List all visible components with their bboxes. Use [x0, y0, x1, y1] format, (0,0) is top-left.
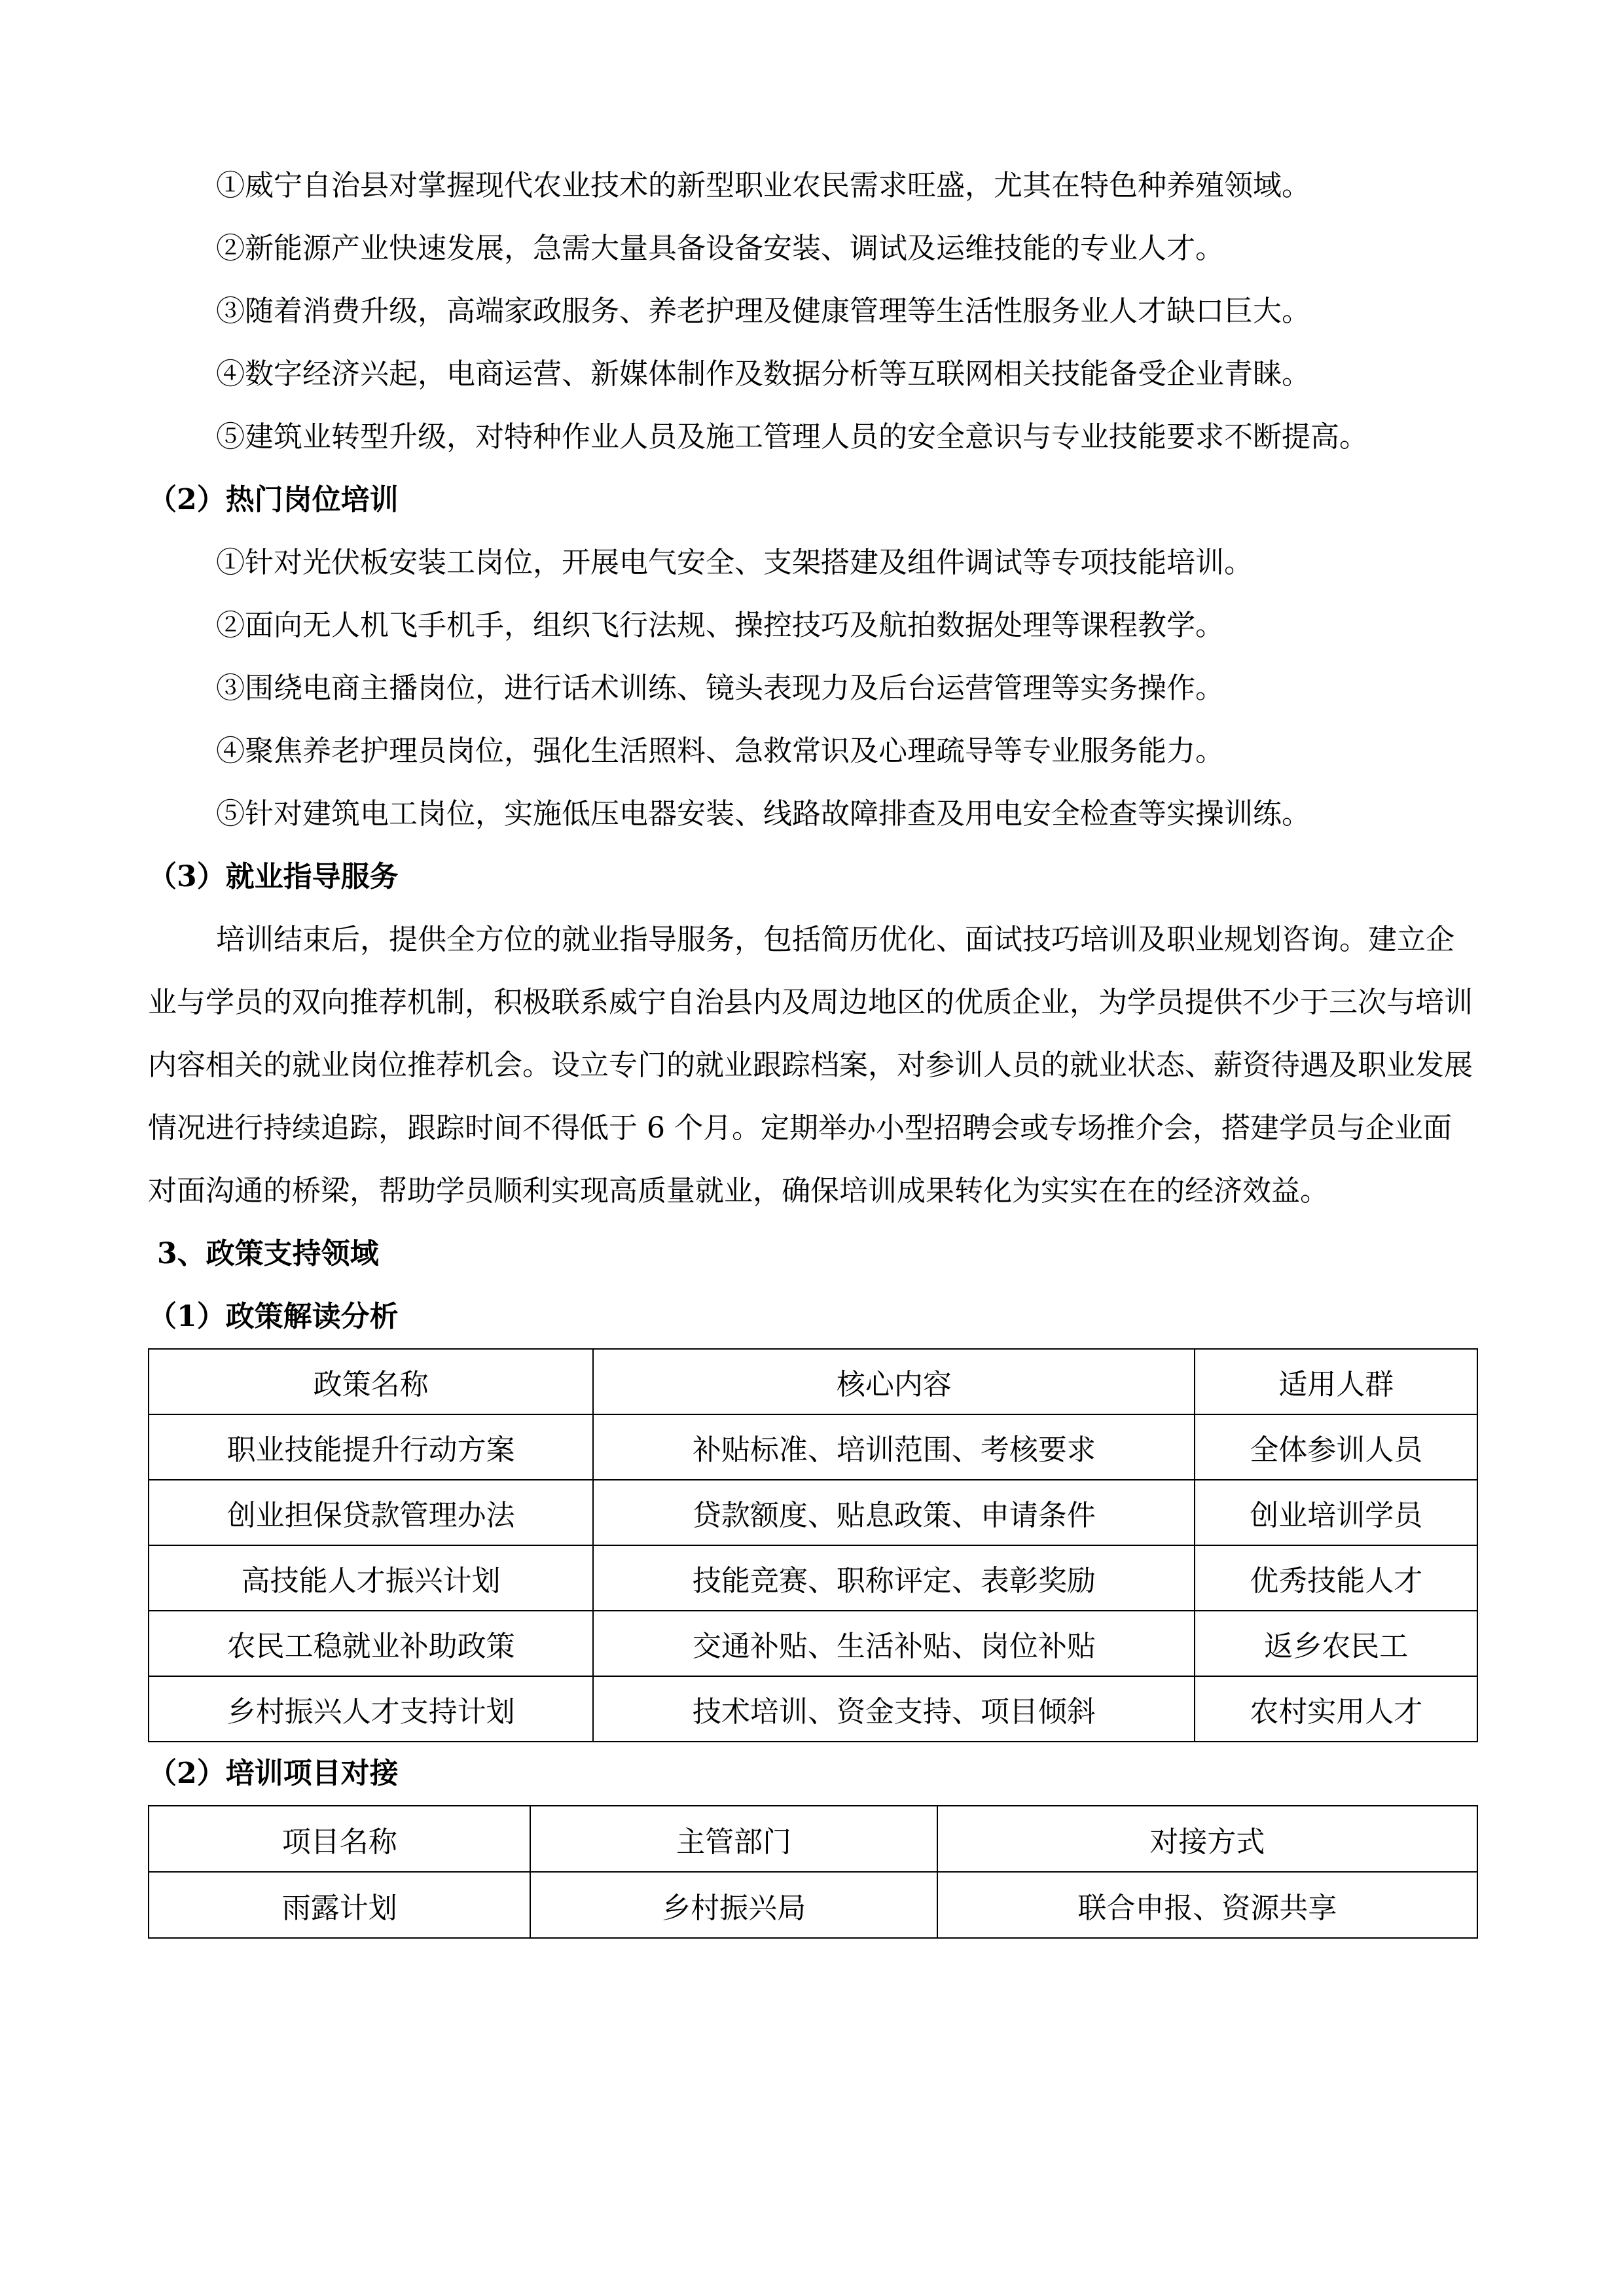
intro-item-3: ③随着消费升级，高端家政服务、养老护理及健康管理等生活性服务业人才缺口巨大。 — [216, 295, 1310, 328]
table-cell: 创业担保贷款管理办法 — [149, 1480, 593, 1545]
table-header-row — [149, 1806, 1477, 1872]
table-cell: 创业培训学员 — [1195, 1480, 1477, 1545]
table-row — [149, 1414, 1477, 1480]
policy-table — [148, 1348, 1478, 1742]
hot-job-item-4: ④聚焦养老护理员岗位，强化生活照料、急救常识及心理疏导等专业服务能力。 — [216, 734, 1224, 768]
hot-job-item-5: ⑤针对建筑电工岗位，实施低压电器安装、线路故障排查及用电安全检查等实操训练。 — [216, 797, 1310, 831]
table-header-cell: 政策名称 — [149, 1349, 593, 1414]
hot-job-item-1: ①针对光伏板安装工岗位，开展电气安全、支架搭建及组件调试等专项技能培训。 — [216, 546, 1253, 579]
table-header-row — [149, 1349, 1477, 1414]
table-cell: 农民工稳就业补助政策 — [149, 1611, 593, 1676]
table-cell: 技术培训、资金支持、项目倾斜 — [593, 1676, 1195, 1742]
intro-item-5: ⑤建筑业转型升级，对特种作业人员及施工管理人员的安全意识与专业技能要求不断提高。 — [216, 420, 1368, 454]
table-row — [149, 1480, 1477, 1545]
table-cell: 乡村振兴局 — [530, 1872, 937, 1938]
table-header-cell: 对接方式 — [937, 1806, 1477, 1872]
intro-item-2: ②新能源产业快速发展，急需大量具备设备安装、调试及运维技能的专业人才。 — [216, 232, 1224, 265]
table-cell: 贷款额度、贴息政策、申请条件 — [593, 1480, 1195, 1545]
table-cell: 全体参训人员 — [1195, 1414, 1477, 1480]
table-header-cell: 主管部门 — [530, 1806, 937, 1872]
policy-heading: 3、政策支持领域 — [157, 1237, 379, 1270]
policy-sub2-heading: （2）培训项目对接 — [148, 1757, 399, 1790]
employment-paragraph: 培训结束后，提供全方位的就业指导服务，包括简历优化、面试技巧培训及职业规划咨询。建立企业与学员的双向推荐机制，积极联系威宁自治县内及周边地区的优质企业，为学员提供不少于三次与培训内容相关的就业岗位推荐机会。设立专门的就业跟踪档案，对参训人员的就业状态、薪资待遇及职业发展情况进行持续追踪，跟踪时间不得低于 6 个月。定期举办小型招聘会或专场推介会，搭建学员与企业面对面沟通的桥梁，帮助学员顺利实现高质量就业，确保培训成果转化为实实在在的经济效益。 — [148, 923, 1473, 1208]
table-cell: 雨露计划 — [149, 1872, 530, 1938]
table-row — [149, 1611, 1477, 1676]
table-cell: 乡村振兴人才支持计划 — [149, 1676, 593, 1742]
intro-item-1: ①威宁自治县对掌握现代农业技术的新型职业农民需求旺盛，尤其在特色种养殖领域。 — [216, 169, 1310, 202]
section-heading-employment: （3）就业指导服务 — [148, 860, 399, 893]
table-header-cell: 项目名称 — [149, 1806, 530, 1872]
table-header-cell: 核心内容 — [593, 1349, 1195, 1414]
hot-job-item-2: ②面向无人机飞手机手，组织飞行法规、操控技巧及航拍数据处理等课程教学。 — [216, 609, 1224, 642]
table-cell: 技能竞赛、职称评定、表彰奖励 — [593, 1545, 1195, 1611]
table-cell: 交通补贴、生活补贴、岗位补贴 — [593, 1611, 1195, 1676]
table-cell: 职业技能提升行动方案 — [149, 1414, 593, 1480]
table-cell: 优秀技能人才 — [1195, 1545, 1477, 1611]
table-header-cell: 适用人群 — [1195, 1349, 1477, 1414]
table-row — [149, 1872, 1477, 1938]
table-cell: 联合申报、资源共享 — [937, 1872, 1477, 1938]
section-heading-hot-jobs: （2）热门岗位培训 — [148, 483, 399, 516]
table-cell: 返乡农民工 — [1195, 1611, 1477, 1676]
project-table — [148, 1805, 1478, 1939]
policy-sub1-heading: （1）政策解读分析 — [148, 1300, 399, 1333]
document-body — [148, 154, 1478, 1939]
table-row — [149, 1676, 1477, 1742]
table-row — [149, 1545, 1477, 1611]
table-cell: 农村实用人才 — [1195, 1676, 1477, 1742]
table-cell: 高技能人才振兴计划 — [149, 1545, 593, 1611]
table-cell: 补贴标准、培训范围、考核要求 — [593, 1414, 1195, 1480]
intro-item-4: ④数字经济兴起，电商运营、新媒体制作及数据分析等互联网相关技能备受企业青睐。 — [216, 357, 1310, 391]
hot-job-item-3: ③围绕电商主播岗位，进行话术训练、镜头表现力及后台运营管理等实务操作。 — [216, 672, 1224, 705]
